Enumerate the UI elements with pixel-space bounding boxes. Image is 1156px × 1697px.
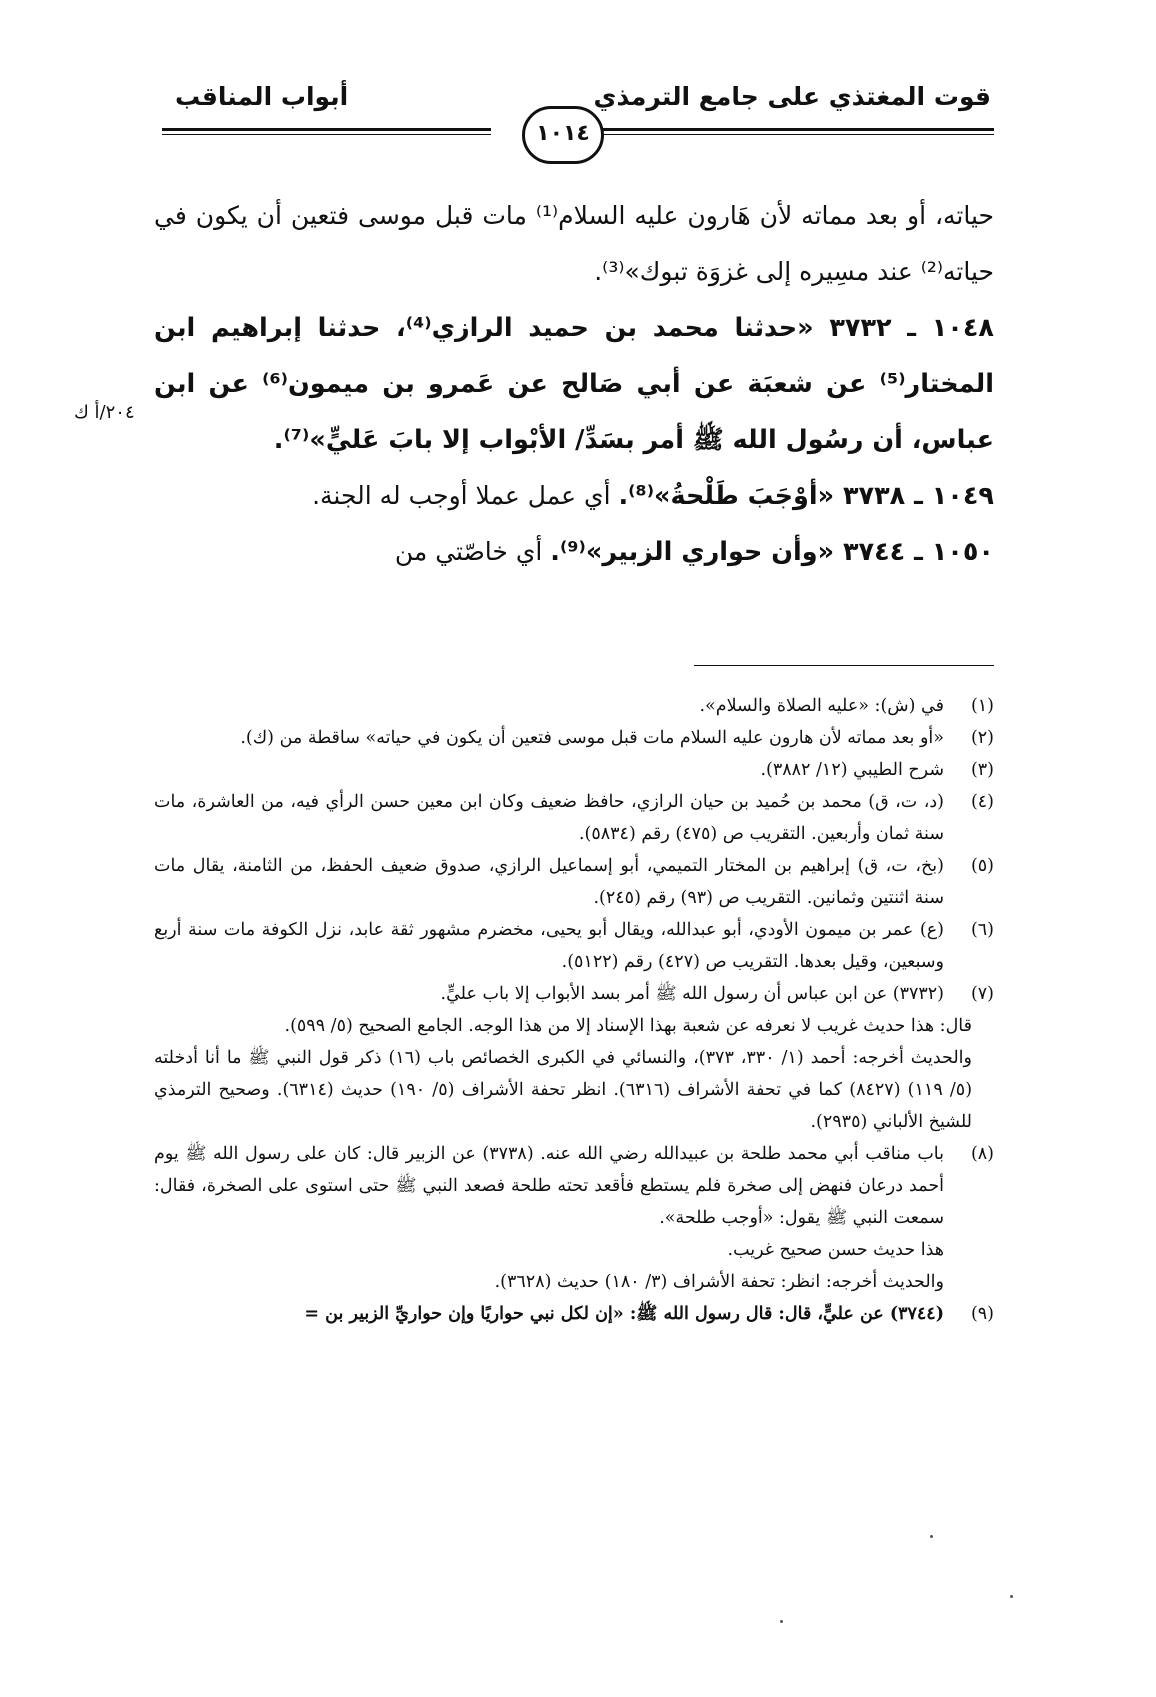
running-header-book-title: قوت المغتذي على جامع الترمذي — [593, 82, 991, 111]
hadith-1049-commentary: أي عمل عملا أوجب له الجنة. — [312, 481, 619, 510]
footnote-9 — [154, 1298, 994, 1330]
footnote-8-commentary — [154, 1234, 994, 1298]
hadith-1049 — [154, 468, 994, 524]
hadith-1049-heading: ١٠٤٩ ـ ٣٧٣٨ «أوْجَبَ طَلْحةُ»⁽⁸⁾. — [618, 481, 994, 511]
footnote-text: قال: هذا حديث غريب لا نعرفه عن شعبة بهذا الإسناد إلا من هذا الوجه. الجامع الصحيح (٥/ ٥٩٩). — [284, 1016, 972, 1036]
footnote-number: (١) — [970, 696, 994, 716]
footnote-8 — [154, 1138, 994, 1234]
footnote-number: (٤) — [970, 792, 994, 812]
header-rule-left — [162, 128, 491, 131]
footnote-6 — [154, 914, 994, 978]
footnote-2 — [154, 722, 994, 754]
footnote-number: (٣) — [970, 760, 994, 780]
footnote-text: هذا حديث حسن صحيح غريب. — [727, 1240, 944, 1260]
footnote-number: (٩) — [970, 1304, 994, 1324]
hadith-1048: ١٠٤٨ ـ ٣٧٣٢ «حدثنا محمد بن حميد الرازي⁽⁴⁾، حدثنا إبراهيم ابن المختار⁽⁵⁾ عن شعبَة عن أبي صَالح عن عَمرو بن ميمون⁽⁶⁾ عن ابن عباس، أن رسُول الله ﷺ أمر بسَدِّ/ الأبْواب إلا بابَ عَليٍّ»⁽⁷⁾. — [154, 313, 994, 455]
footnote-number: (٢) — [970, 728, 994, 748]
footnote-text: والحديث أخرجه: انظر: تحفة الأشراف (٣/ ١٨٠) حديث (٣٦٢٨). — [494, 1272, 944, 1292]
footnote-number: (٧) — [970, 984, 994, 1004]
scan-speck — [930, 1535, 933, 1538]
footnote-number: (٦) — [970, 920, 994, 940]
hadith-1050 — [154, 524, 994, 580]
footnotes — [154, 690, 994, 1330]
footnote-text: (بخ، ت، ق) إبراهيم بن المختار التميمي، أبو إسماعيل الرازي، صدوق ضعيف الحفظ، من الثامنة، يقال مات سنة اثنتين وثمانين. التقريب ص (٩٣) رقم (٢٤٥). — [154, 856, 944, 908]
margin-note: ٢٠٤/أ ك — [74, 402, 135, 423]
footnote-text: باب مناقب أبي محمد طلحة بن عبيدالله رضي الله عنه. (٣٧٣٨) عن الزبير قال: كان على رسول الله ﷺ يوم أحمد درعان فنهض إلى صخرة فلم يستطع فأقعد تحته طلحة فصعد النبي ﷺ حتى استوى على الصخرة، فقال: سمعت النبي ﷺ يقول: «أوجب طلحة». — [154, 1144, 944, 1228]
footnote-number: (٨) — [970, 1144, 994, 1164]
page-number: ١٠١٤ — [522, 106, 604, 164]
main-text — [154, 188, 994, 580]
hadith-1050-heading: ١٠٥٠ ـ ٣٧٤٤ «وأن حواري الزبير»⁽⁹⁾. — [550, 537, 994, 567]
footnote-text: (ع) عمر بن ميمون الأودي، أبو عبدالله، ويقال أبو يحيى، مخضرم مشهور ثقة عابد، نزل الكوفة مات سنة أربع وسبعين، وقيل بعدها. التقريب ص (٤٢٧) رقم (٥١٢٢). — [154, 920, 944, 972]
footnote-3 — [154, 754, 994, 786]
scan-speck — [1010, 1595, 1013, 1598]
scan-speck — [780, 1620, 783, 1623]
footnote-text: في (ش): «عليه الصلاة والسلام». — [699, 696, 944, 716]
hadith-1050-commentary: أي خاصّتي من — [394, 537, 551, 566]
footnote-text: (د، ت، ق) محمد بن حُميد بن حيان الرازي، حافظ ضعيف وكان ابن معين حسن الرأي فيه، من العاشرة، مات سنة ثمان وأربعين. التقريب ص (٤٧٥) رقم (٥٨٣٤). — [154, 792, 944, 844]
footnote-1 — [154, 690, 994, 722]
footnote-5 — [154, 850, 994, 914]
footnote-4 — [154, 786, 994, 850]
footnote-text: والحديث أخرجه: أحمد (١/ ٣٣٠، ٣٧٣)، والنسائي في الكبرى الخصائص باب (١٦) ذكر قول النبي ﷺ ما أنا أدخلته (٥/ ١١٩) (٨٤٢٧) كما في تحفة الأشراف (٦٣١٦). انظر تحفة الأشراف (٥/ ١٩٠) حديث (٦٣١٤). وصحيح الترمذي للشيخ الألباني (٢٩٣٥). — [154, 1048, 973, 1132]
header-rule-right — [598, 128, 994, 131]
paragraph-continuation: حياته، أو بعد مماته لأن هَارون عليه السلام⁽¹⁾ مات قبل موسى فتعين أن يكون في حياته⁽²⁾ عند مسِيره إلى غزوَة تبوك»⁽³⁾. — [154, 201, 994, 286]
footnote-separator — [694, 665, 994, 666]
footnote-text: (٣٧٤٤) عن عليٍّ، قال: قال رسول الله ﷺ: «إن لكل نبي حواريًا وإن حواريِّ الزبير بن = — [304, 1304, 944, 1324]
footnote-text: (٣٧٣٢) عن ابن عباس أن رسول الله ﷺ أمر بسد الأبواب إلا باب عليٍّ. — [440, 984, 944, 1004]
footnote-text: شرح الطيبي (١٢/ ٣٨٨٢). — [760, 760, 944, 780]
footnote-text: «أو بعد مماته لأن هارون عليه السلام مات قبل موسى فتعين أن يكون في حياته» ساقطة من (ك). — [240, 728, 944, 748]
footnote-7 — [154, 978, 994, 1010]
footnote-number: (٥) — [970, 856, 994, 876]
footnote-7-commentary — [154, 1010, 994, 1138]
running-header-chapter-title: أبواب المناقب — [175, 82, 349, 111]
